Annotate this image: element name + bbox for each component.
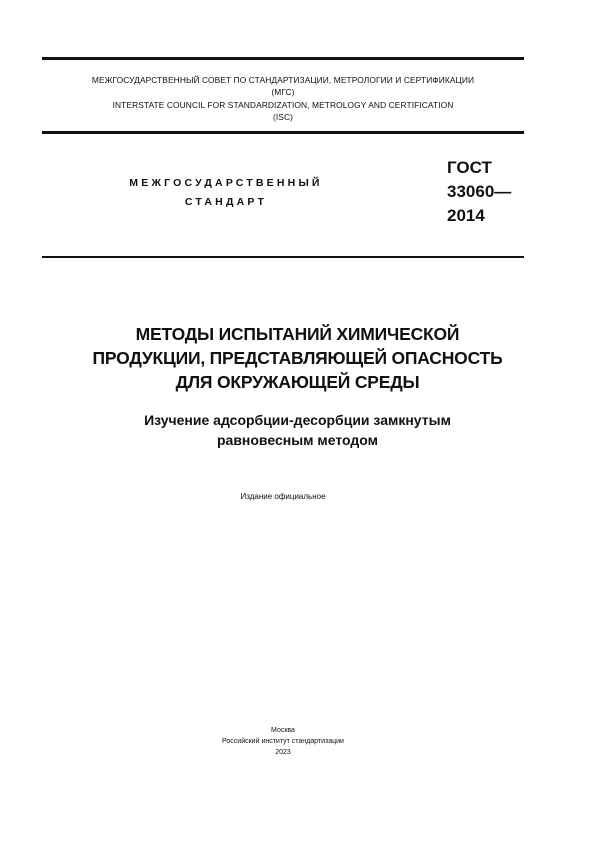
top-rule (42, 57, 524, 60)
standard-type-label (100, 174, 352, 212)
designation-year: 2014 (447, 206, 485, 225)
title-line-3: ДЛЯ ОКРУЖАЮЩЕЙ СРЕДЫ (175, 372, 420, 392)
council-abbr-en: (ISC) (272, 112, 294, 123)
council-name-ru: МЕЖГОСУДАРСТВЕННЫЙ СОВЕТ ПО СТАНДАРТИЗАЦИИ, МЕТРОЛОГИИ И СЕРТИФИКАЦИИ (91, 75, 475, 85)
standard-type-line-2: СТАНДАРТ (184, 196, 268, 208)
publisher-year: 2023 (275, 749, 291, 756)
document-subtitle (40, 410, 555, 450)
standard-designation (447, 156, 511, 228)
document-title (20, 322, 575, 394)
publisher-city: Москва (271, 727, 295, 734)
council-header (42, 74, 524, 124)
bottom-rule (42, 256, 524, 258)
subtitle-line-2: равновесным методом (216, 432, 379, 448)
publisher-block (133, 725, 433, 758)
council-abbr-ru: (МГС) (271, 87, 295, 98)
middle-rule (42, 131, 524, 134)
designation-prefix: ГОСТ (447, 158, 492, 177)
designation-number: 33060— (447, 182, 512, 201)
subtitle-line-1: Изучение адсорбции-десорбции замкнутым (144, 412, 451, 428)
title-line-1: МЕТОДЫ ИСПЫТАНИЙ ХИМИЧЕСКОЙ (135, 324, 460, 344)
edition-note: Издание официальное (240, 492, 326, 501)
standard-type-line-1: МЕЖГОСУДАРСТВЕННЫЙ (129, 177, 323, 189)
publisher-institute: Российский институт стандартизации (222, 738, 344, 745)
title-line-2: ПРОДУКЦИИ, ПРЕДСТАВЛЯЮЩЕЙ ОПАСНОСТЬ (92, 348, 503, 368)
council-name-en: INTERSTATE COUNCIL FOR STANDARDIZATION, METROLOGY AND CERTIFICATION (112, 99, 454, 110)
